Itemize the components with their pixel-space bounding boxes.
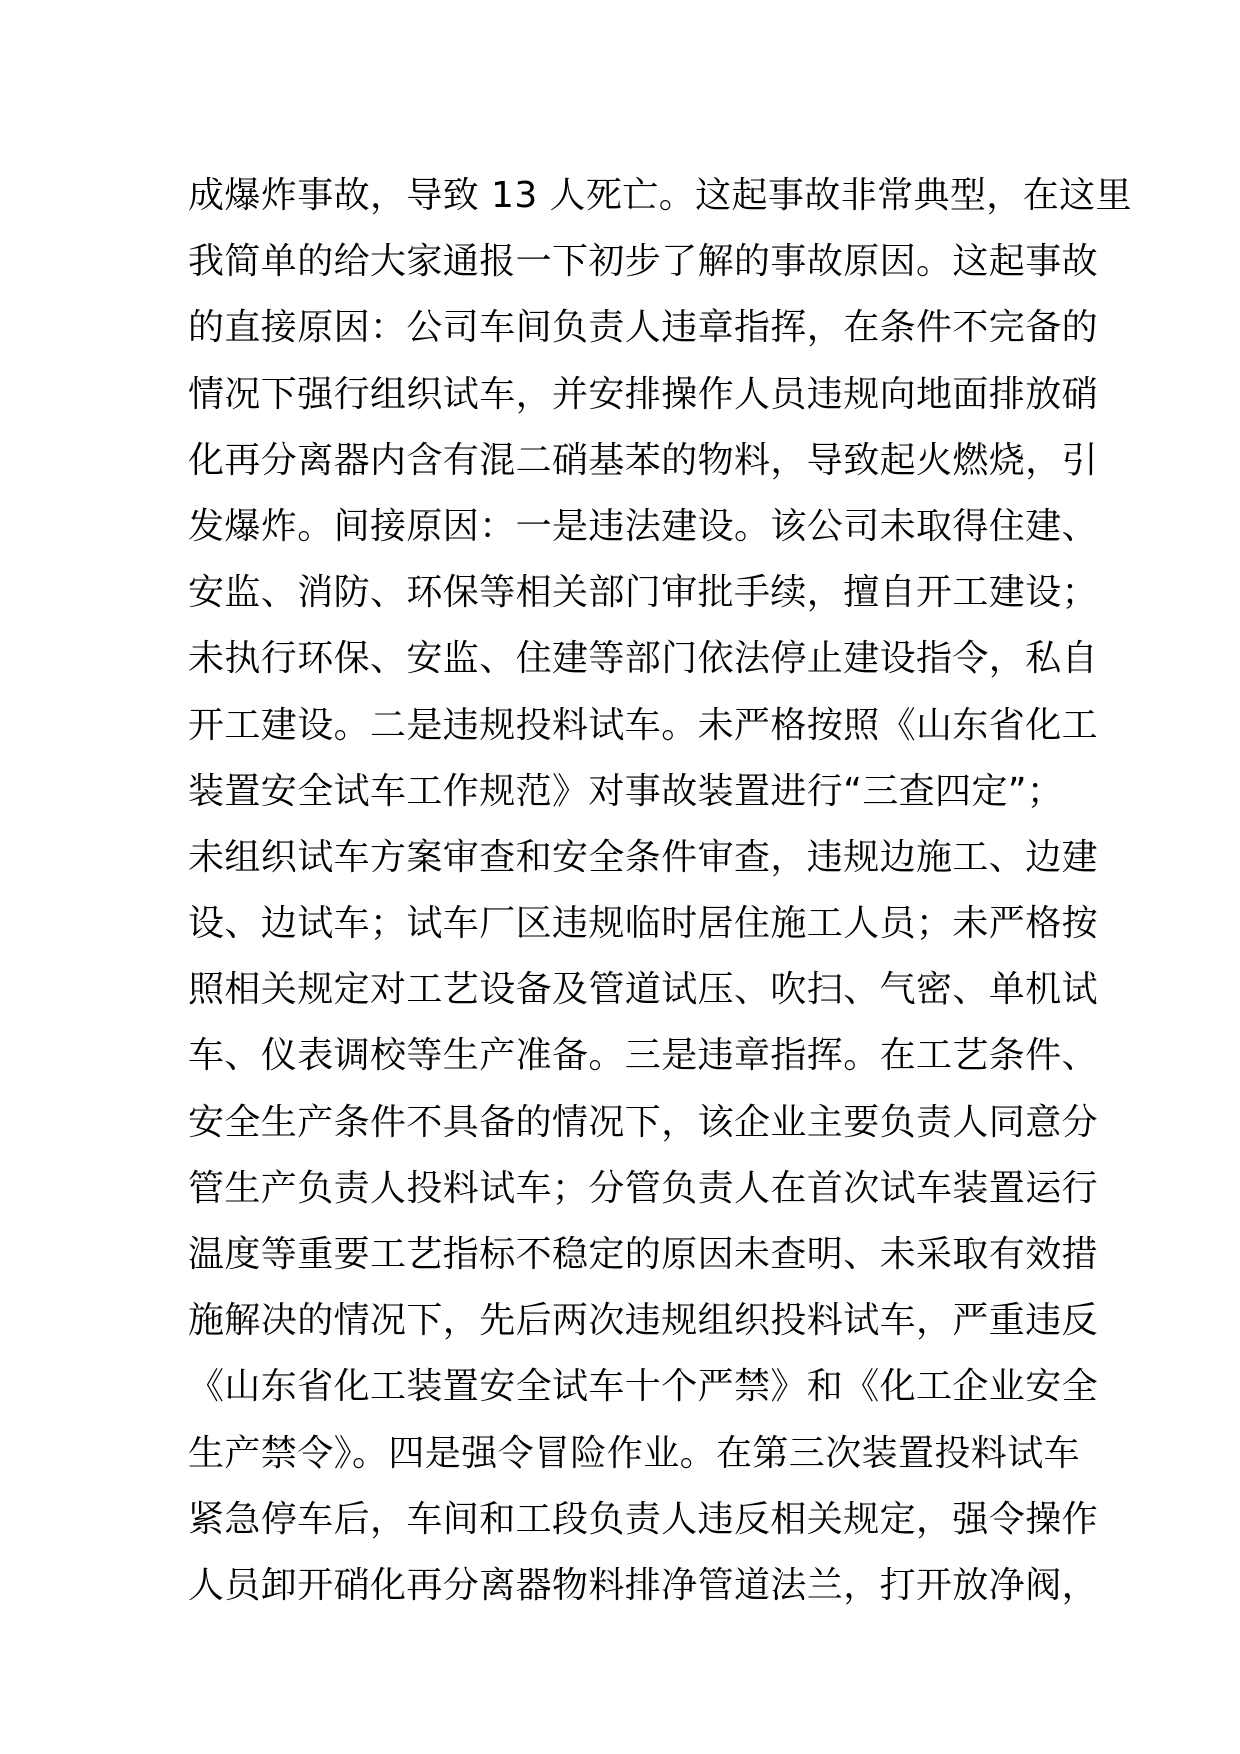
text-line: 《山东省化工装置安全试车十个严禁》和《化工企业安全 [188,1366,1099,1408]
text-line: 我简单的给大家通报一下初步了解的事故原因。这起事故 [188,241,1099,283]
text-line: 设、边试车；试车厂区违规临时居住施工人员；未严格按 [188,903,1099,945]
text-line: 温度等重要工艺指标不稳定的原因未查明、未采取有效措 [188,1234,1099,1275]
text-line: 安全生产条件不具备的情况下，该企业主要负责人同意分 [188,1101,1099,1143]
body-text [188,163,1132,1619]
text-line: 照相关规定对工艺设备及管道试压、吹扫、气密、单机试 [188,969,1099,1011]
text-line: 人员卸开硝化再分离器物料排净管道法兰，打开放净阀， [188,1564,1099,1606]
text-line: 车、仪表调校等生产准备。三是违章指挥。在工艺条件、 [188,1035,1099,1077]
text-line: 施解决的情况下，先后两次违规组织投料试车，严重违反 [188,1300,1099,1342]
text-line: 发爆炸。间接原因：一是违法建设。该公司未取得住建、 [188,505,1099,547]
text-line: 的直接原因：公司车间负责人违章指挥，在条件不完备的 [188,307,1099,349]
text-line: 紧急停车后，车间和工段负责人违反相关规定，强令操作 [188,1498,1099,1540]
text-line: 安监、消防、环保等相关部门审批手续，擅自开工建设； [188,572,1099,614]
text-line: 管生产负责人投料试车；分管负责人在首次试车装置运行 [188,1167,1099,1209]
text-line: 开工建设。二是违规投料试车。未严格按照《山东省化工 [188,704,1099,746]
text-line: 化再分离器内含有混二硝基苯的物料，导致起火燃烧，引 [188,439,1099,481]
text-line: 情况下强行组织试车，并安排操作人员违规向地面排放硝 [188,373,1099,415]
text-line: 未组织试车方案审查和安全条件审查，违规边施工、边建 [188,836,1099,878]
text-line: 未执行环保、安监、住建等部门依法停止建设指令，私自 [188,638,1099,680]
text-line: 生产禁令》。四是强令冒险作业。在第三次装置投料试车 [188,1432,1081,1474]
text-line: 装置安全试车工作规范》对事故装置进行“三查四定”； [188,770,1064,812]
text-line: 成爆炸事故，导致 13 人死亡。这起事故非常典型，在这里 [188,175,1132,216]
